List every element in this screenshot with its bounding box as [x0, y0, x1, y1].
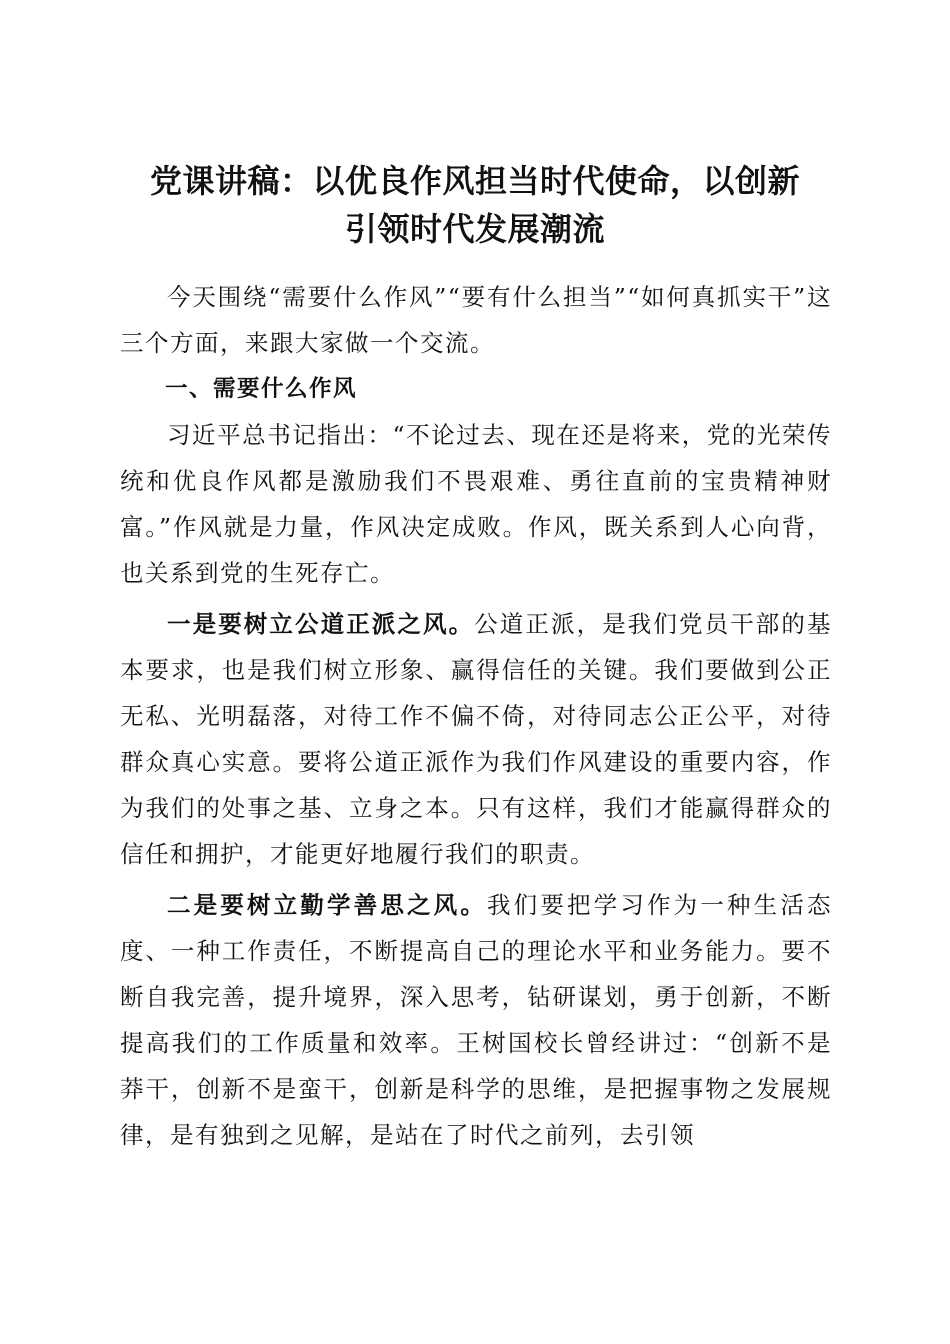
document-body — [120, 274, 832, 1158]
point-text-2: 我们要把学习作为一种生活态度、一种工作责任，不断提高自己的理论水平和业务能力。要不断自我完善，提升境界，深入思考，钻研谋划，勇于创新，不断提高我们的工作质量和效率。王树国校长曾经讲过：“创新不是莽干，创新不是蛮干，创新是科学的思维，是把握事物之发展规律，是有独到之见解，是站在了时代之前列，去引领 — [120, 891, 832, 1149]
document-title — [100, 157, 850, 253]
point-text-1: 公道正派，是我们党员干部的基本要求，也是我们树立形象、赢得信任的关键。我们要做到公正无私、光明磊落，对待工作不偏不倚，对待同志公正公平，对待群众真心实意。要将公道正派作为我们作风建设的重要内容，作为我们的处事之基、立身之本。只有这样，我们才能赢得群众的信任和拥护，才能更好地履行我们的职责。 — [120, 610, 833, 868]
title-line-1: 党课讲稿：以优良作风担当时代使命，以创新 — [149, 162, 800, 201]
quote-paragraph: 习近平总书记指出：“不论过去、现在还是将来，党的光荣传统和优良作风都是激励我们不畏艰难、勇往直前的宝贵精神财富。”作风就是力量，作风决定成败。作风，既关系到人心向背，也关系到党的生死存亡。 — [120, 421, 832, 587]
point-lead-1: 一是要树立公道正派之风。 — [167, 610, 475, 638]
intro-paragraph: 今天围绕“需要什么作风”“要有什么担当”“如何真抓实干”这三个方面，来跟大家做一个交流。 — [120, 283, 832, 357]
section-heading: 一、需要什么作风 — [165, 376, 358, 402]
point-paragraph-2 — [120, 882, 832, 1158]
point-lead-2: 二是要树立勤学善思之风。 — [167, 891, 487, 919]
title-line-2: 引领时代发展潮流 — [344, 210, 605, 249]
point-paragraph-1 — [120, 601, 832, 877]
